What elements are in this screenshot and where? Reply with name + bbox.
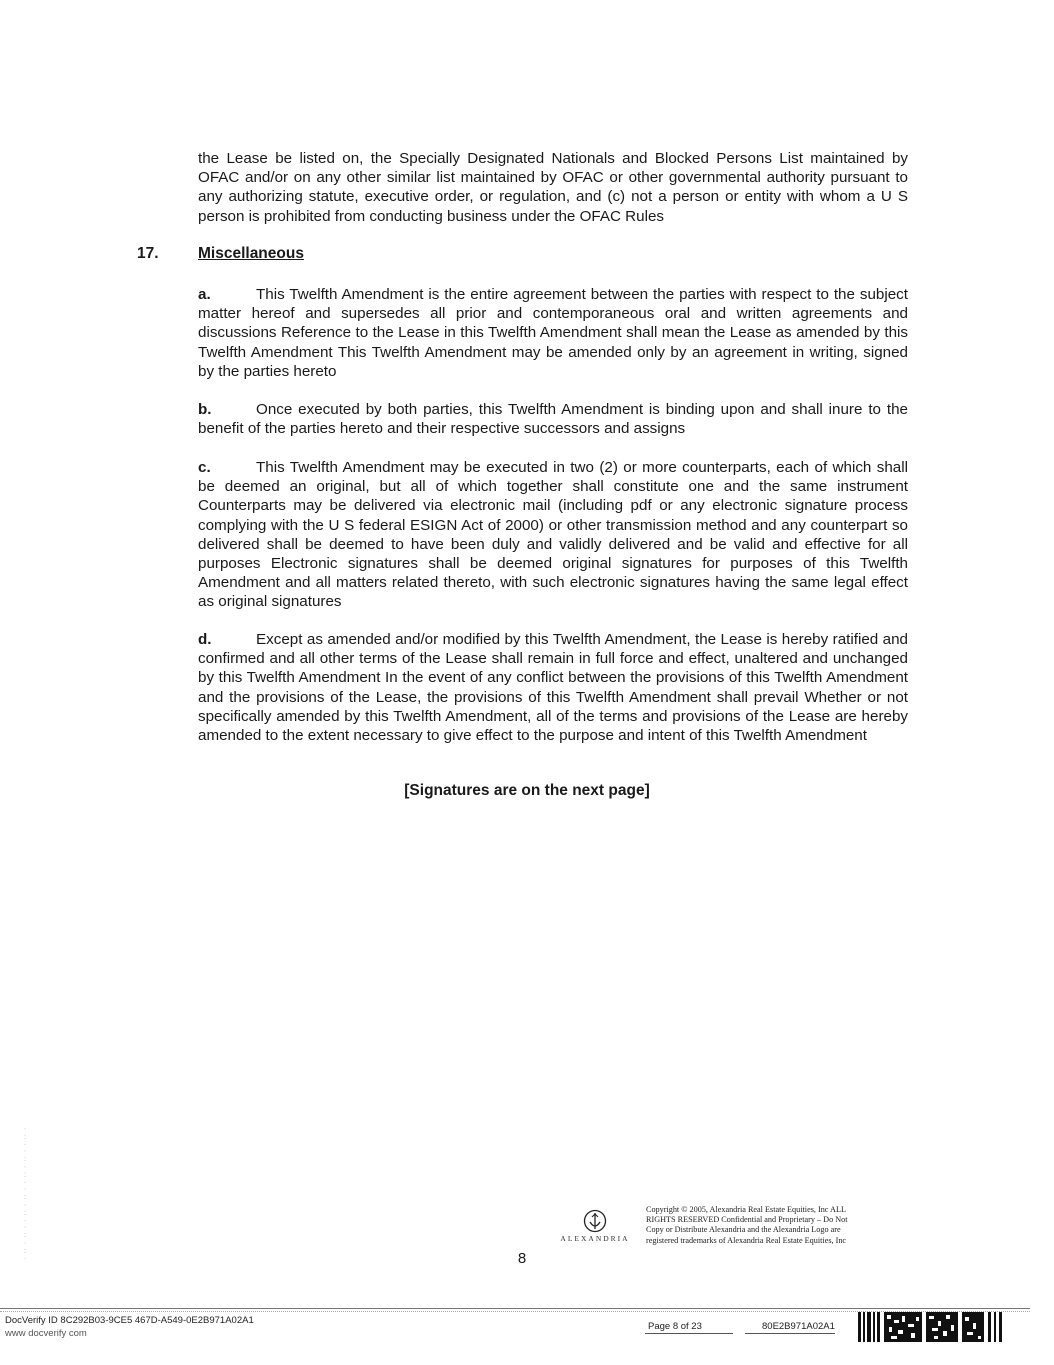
paragraph-label: b. (198, 401, 212, 418)
copyright-line: Copy or Distribute Alexandria and the Alexandria Logo are (646, 1225, 841, 1235)
docverify-code: 80E2B971A02A1 (762, 1321, 835, 1332)
code-underline (745, 1333, 835, 1334)
paragraph-label: a. (198, 286, 211, 303)
paragraph-text: Once executed by both parties, this Twelfth Amendment is binding upon and shall inure to the benefit of the parties hereto and their respective successors and assigns (198, 401, 908, 438)
section-number: 17. (137, 245, 159, 262)
footer-divider (0, 1308, 1030, 1309)
docverify-id: DocVerify ID 8C292B03-9CE5 467D-A549-0E2B971A02A1 (5, 1315, 254, 1326)
docverify-url[interactable]: www docverify com (5, 1328, 87, 1339)
verification-barcode (858, 1312, 1008, 1342)
alexandria-logo (555, 1208, 635, 1243)
intro-paragraph: the Lease be listed on, the Specially Designated Nationals and Blocked Persons List maintained by OFAC and/or on any other similar list maintained by OFAC or other governmental authority pursuant to any authorizing statute, executive order, or regulation, and (c) not a person or entity with whom a U S person is prohibited from conducting business under the OFAC Rules (198, 150, 908, 225)
signature-note: [Signatures are on the next page] (404, 782, 650, 799)
scan-artifact-margin: · ·· · ·· · · ·· · ·· · · ·· · ·· · · ·· · (22, 1126, 29, 1260)
paragraph-d (198, 630, 908, 745)
copyright-line: registered trademarks of Alexandria Real Estate Equities, Inc (646, 1235, 847, 1245)
paragraph-c (198, 458, 908, 612)
paragraph-text: This Twelfth Amendment is the entire agreement between the parties with respect to the subject matter hereof and supersedes all prior and contemporaneous oral and written agreements and discussions Reference to the Lease in this Twelfth Amendment shall mean the Lease as amended by this Twelfth Amendment This Twelfth Amendment may be amended only by an agreement in writing, signed by the parties hereto (198, 286, 908, 380)
copyright-notice (646, 1205, 896, 1246)
copyright-line: RIGHTS RESERVED Confidential and Proprietary – Do Not (646, 1215, 848, 1225)
paragraph-text: This Twelfth Amendment may be executed in two (2) or more counterparts, each of which shall be deemed an original, but all of which together shall constitute one and the same instrument Counterparts may be delivered via electronic mail (including pdf or any electronic signature process complying with the U S federal ESIGN Act of 2000) or other transmission method and any counterpart so delivered shall be deemed to have been duly and validly delivered and be valid and effective for all purposes Electronic signatures shall be deemed original signatures for purposes of this Twelfth Amendment and all matters related thereto, with such electronic signatures having the same legal effect as original signatures (198, 459, 908, 611)
paragraph-a (198, 285, 908, 381)
page-label-underline (645, 1333, 733, 1334)
paragraph-label: c. (198, 459, 211, 476)
copyright-line: Copyright © 2005, Alexandria Real Estate Equities, Inc ALL (646, 1205, 846, 1214)
logo-wordmark: ALEXANDRIA (560, 1234, 630, 1243)
paragraph-text: Except as amended and/or modified by this Twelfth Amendment, the Lease is hereby ratified and confirmed and all other terms of the Lease shall remain in full force and effect, unaltered and unchanged by this Twelfth Amendment In the event of any conflict between the provisions of this Twelfth Amendment and the provisions of the Lease, the provisions of this Twelfth Amendment shall prevail Whether or not specifically amended by this Twelfth Amendment, all of the terms and provisions of the Lease are hereby amended to the extent necessary to give effect to the purpose and intent of this Twelfth Amendment (198, 631, 908, 745)
page-number: 8 (517, 1250, 527, 1267)
docverify-page-label: Page 8 of 23 (648, 1321, 702, 1332)
paragraph-b (198, 400, 908, 438)
section-title: Miscellaneous (198, 245, 304, 262)
alexandria-emblem-icon (582, 1208, 608, 1234)
paragraph-label: d. (198, 631, 212, 648)
